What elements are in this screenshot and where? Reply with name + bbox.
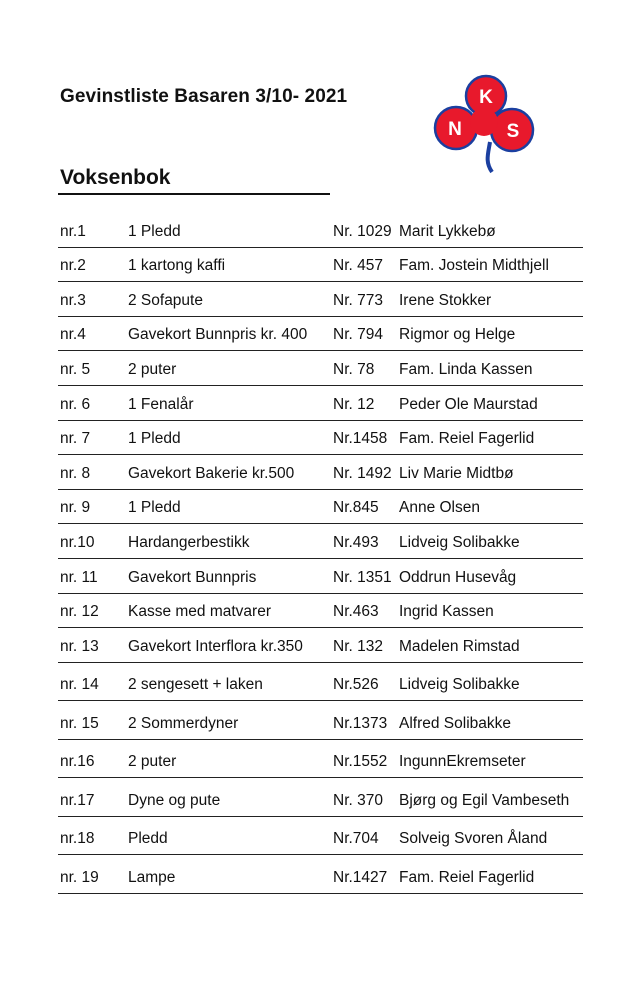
prize-number: nr.16 — [60, 753, 95, 771]
prize-number: nr.4 — [60, 326, 86, 344]
prize-row — [58, 351, 583, 386]
kns-clover-logo — [430, 72, 542, 176]
ticket-number: Nr. 1029 — [333, 222, 392, 240]
winner-name: Lidveig Solibakke — [399, 676, 520, 694]
prize-row — [58, 421, 583, 456]
ticket-number: Nr. 457 — [333, 257, 383, 275]
prize-number: nr.2 — [60, 257, 86, 275]
prize-description: 2 puter — [128, 360, 177, 378]
prize-row — [58, 559, 583, 594]
prize-number: nr. 8 — [60, 464, 91, 482]
ticket-number: Nr.1458 — [333, 430, 388, 448]
prize-description: Gavekort Bakerie kr.500 — [128, 464, 295, 482]
prize-description: Dyne og pute — [128, 791, 221, 809]
prize-number: nr.18 — [60, 830, 95, 848]
logo-letter-s: S — [506, 121, 520, 142]
prize-number: nr. 7 — [60, 430, 91, 448]
ticket-number: Nr.1373 — [333, 714, 388, 732]
prize-number: nr. 19 — [60, 868, 99, 886]
prize-number: nr. 15 — [60, 714, 99, 732]
prize-description: 1 Pledd — [128, 499, 181, 517]
ticket-number: Nr.704 — [333, 830, 379, 848]
prize-number: nr.3 — [60, 291, 86, 309]
prize-number: nr. 14 — [60, 676, 99, 694]
prize-description: 2 Sommerdyner — [128, 714, 239, 732]
ticket-number: Nr.463 — [333, 603, 379, 621]
prize-description: 1 Pledd — [128, 430, 181, 448]
ticket-number: Nr.1552 — [333, 753, 388, 771]
prize-description: Gavekort Interflora kr.350 — [128, 637, 303, 655]
ticket-number: Nr. 370 — [333, 791, 383, 809]
prize-number: nr. 5 — [60, 360, 91, 378]
ticket-number: Nr.845 — [333, 499, 379, 517]
prize-row — [58, 701, 583, 740]
prize-description: Gavekort Bunnpris — [128, 568, 257, 586]
section-heading: Voksenbok — [60, 166, 171, 189]
winner-name: Peder Ole Maurstad — [399, 395, 538, 413]
winner-name: Marit Lykkebø — [399, 222, 496, 240]
prize-number: nr. 13 — [60, 637, 99, 655]
prize-row — [58, 628, 583, 663]
prize-row — [58, 740, 583, 779]
prize-row — [58, 386, 583, 421]
prize-row — [58, 213, 583, 248]
prize-description: Kasse med matvarer — [128, 603, 271, 621]
prize-description: Gavekort Bunnpris kr. 400 — [128, 326, 308, 344]
prize-row — [58, 524, 583, 559]
document-title: Gevinstliste Basaren 3/10- 2021 — [60, 86, 348, 107]
winner-name: Oddrun Husevåg — [399, 568, 517, 586]
logo-letter-k: K — [479, 87, 493, 108]
winner-name: Fam. Linda Kassen — [399, 360, 533, 378]
winner-name: Madelen Rimstad — [399, 637, 520, 655]
prize-row — [58, 817, 583, 856]
winner-name: Rigmor og Helge — [399, 326, 516, 344]
ticket-number: Nr. 12 — [333, 395, 375, 413]
prize-description: 1 Fenalår — [128, 395, 194, 413]
ticket-number: Nr. 78 — [333, 360, 375, 378]
ticket-number: Nr. 1492 — [333, 464, 392, 482]
ticket-number: Nr. 1351 — [333, 568, 392, 586]
prize-description: Pledd — [128, 830, 168, 848]
prize-number: nr.17 — [60, 791, 95, 809]
prize-description: 1 Pledd — [128, 222, 181, 240]
prize-description: Hardangerbestikk — [128, 533, 250, 551]
prize-number: nr.10 — [60, 533, 95, 551]
winner-name: Bjørg og Egil Vambeseth — [399, 791, 570, 809]
prize-number: nr. 6 — [60, 395, 91, 413]
prize-number: nr. 12 — [60, 603, 99, 621]
prize-row — [58, 594, 583, 629]
winner-name: Anne Olsen — [399, 499, 480, 517]
logo-letter-n: N — [448, 119, 462, 140]
winner-name: Alfred Solibakke — [399, 714, 512, 732]
winner-name: Lidveig Solibakke — [399, 533, 520, 551]
prize-list — [58, 213, 583, 894]
section-underline — [58, 193, 330, 195]
prize-description: 2 Sofapute — [128, 291, 203, 309]
prize-number: nr.1 — [60, 222, 86, 240]
ticket-number: Nr.493 — [333, 533, 379, 551]
prize-row — [58, 855, 583, 894]
prize-description: 2 sengesett + laken — [128, 676, 263, 694]
prize-row — [58, 282, 583, 317]
winner-name: Irene Stokker — [399, 291, 492, 309]
prize-description: 1 kartong kaffi — [128, 257, 226, 275]
winner-name: Ingrid Kassen — [399, 603, 494, 621]
winner-name: IngunnEkremseter — [399, 753, 526, 771]
prize-description: Lampe — [128, 868, 176, 886]
prize-description: 2 puter — [128, 753, 177, 771]
winner-name: Fam. Reiel Fagerlid — [399, 868, 535, 886]
prize-row — [58, 778, 583, 817]
prize-number: nr. 11 — [60, 568, 98, 586]
ticket-number: Nr.1427 — [333, 868, 388, 886]
prize-row — [58, 248, 583, 283]
ticket-number: Nr.526 — [333, 676, 379, 694]
ticket-number: Nr. 773 — [333, 291, 383, 309]
winner-name: Fam. Jostein Midthjell — [399, 257, 549, 275]
ticket-number: Nr. 132 — [333, 637, 383, 655]
winner-name: Fam. Reiel Fagerlid — [399, 430, 535, 448]
winner-name: Solveig Svoren Åland — [399, 830, 548, 848]
winner-name: Liv Marie Midtbø — [399, 464, 514, 482]
prize-number: nr. 9 — [60, 499, 91, 517]
prize-row — [58, 455, 583, 490]
prize-row — [58, 317, 583, 352]
ticket-number: Nr. 794 — [333, 326, 383, 344]
prize-row — [58, 490, 583, 525]
prize-row — [58, 663, 583, 702]
